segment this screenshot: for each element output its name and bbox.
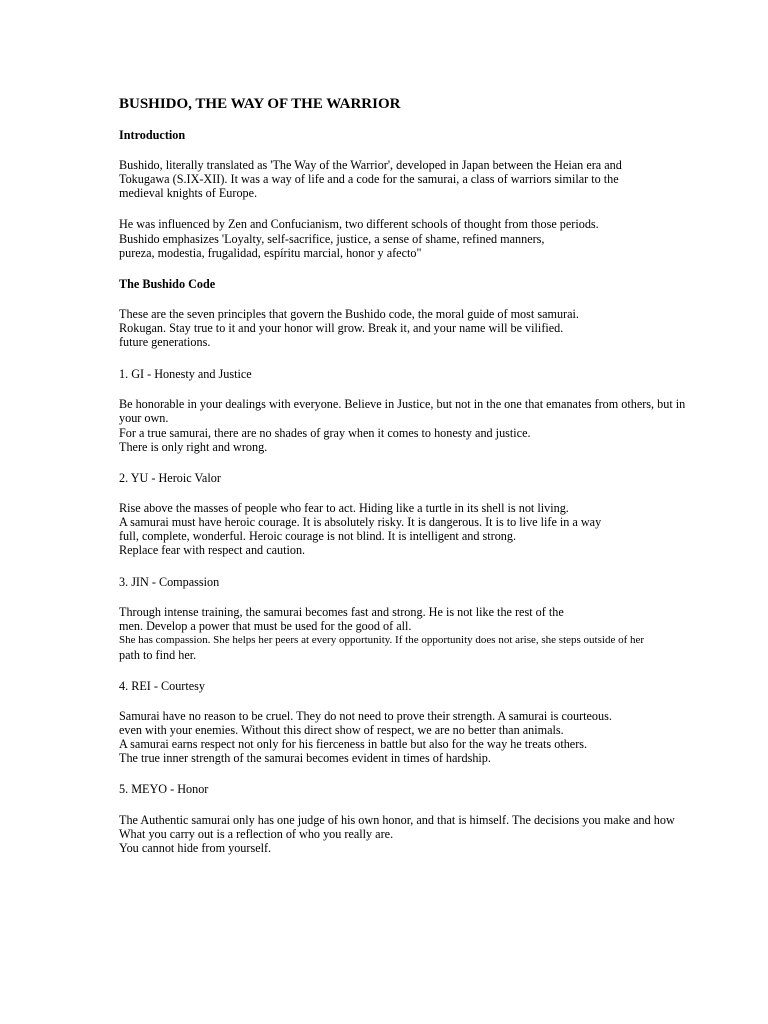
principle-1-line: For a true samurai, there are no shades of gray when it comes to honesty and justice. <box>119 426 531 440</box>
principle-5-line: What you carry out is a reflection of who you really are. <box>119 827 394 841</box>
principle-3-heading: 3. JIN - Compassion <box>119 575 220 589</box>
principle-5-line: You cannot hide from yourself. <box>119 841 272 855</box>
principle-3-line: path to find her. <box>119 648 197 662</box>
principle-4-heading: 4. REI - Courtesy <box>119 679 205 693</box>
principle-4-line: A samurai earns respect not only for his fierceness in battle but also for the way he treats others. <box>119 737 588 751</box>
intro-p2-line: Bushido emphasizes 'Loyalty, self-sacrifice, justice, a sense of shame, refined manners, <box>119 232 545 246</box>
principle-2-heading: 2. YU - Heroic Valor <box>119 471 221 485</box>
principle-2-line: A samurai must have heroic courage. It is absolutely risky. It is dangerous. It is to live life in a way <box>119 515 602 529</box>
code-p1-line: future generations. <box>119 335 211 349</box>
code-p1-line: These are the seven principles that govern the Bushido code, the moral guide of most samurai. <box>119 307 579 321</box>
principle-3-line: men. Develop a power that must be used for the good of all. <box>119 619 412 633</box>
principle-5-heading: 5. MEYO - Honor <box>119 782 209 796</box>
principle-4-line: The true inner strength of the samurai becomes evident in times of hardship. <box>119 751 491 765</box>
intro-p2-line: pureza, modestia, frugalidad, espíritu marcial, honor y afecto" <box>119 246 422 260</box>
principle-3-line: She has compassion. She helps her peers at every opportunity. If the opportunity does not arise, she steps outside of her <box>119 634 645 646</box>
principle-3-line: Through intense training, the samurai becomes fast and strong. He is not like the rest of the <box>119 605 564 619</box>
intro-p1-line: Tokugawa (S.IX-XII). It was a way of life and a code for the samurai, a class of warriors similar to the <box>119 172 619 186</box>
principle-2-line: Rise above the masses of people who fear to act. Hiding like a turtle in its shell is not living. <box>119 501 569 515</box>
principle-4-line: Samurai have no reason to be cruel. They do not need to prove their strength. A samurai is courteous. <box>119 709 612 723</box>
principle-4-line: even with your enemies. Without this direct show of respect, we are no better than animals. <box>119 723 564 737</box>
principle-2-line: full, complete, wonderful. Heroic courage is not blind. It is intelligent and strong. <box>119 529 517 543</box>
principle-1-line: There is only right and wrong. <box>119 440 268 454</box>
principle-1-heading: 1. GI - Honesty and Justice <box>119 367 252 381</box>
principle-1-line: your own. <box>119 411 169 425</box>
principle-1-line: Be honorable in your dealings with everyone. Believe in Justice, but not in the one that emanates from others, but in <box>119 397 686 411</box>
intro-p2-line: He was influenced by Zen and Confucianism, two different schools of thought from those periods. <box>119 217 599 231</box>
principle-5-line: The Authentic samurai only has one judge of his own honor, and that is himself. The decisions you make and how <box>119 813 675 827</box>
introduction-heading: Introduction <box>119 128 186 142</box>
document-title: BUSHIDO, THE WAY OF THE WARRIOR <box>119 96 401 112</box>
code-p1-line: Rokugan. Stay true to it and your honor will grow. Break it, and your name will be vilified. <box>119 321 564 335</box>
bushido-code-heading: The Bushido Code <box>119 277 216 291</box>
intro-p1-line: Bushido, literally translated as 'The Way of the Warrior', developed in Japan between the Heian era and <box>119 158 622 172</box>
principle-2-line: Replace fear with respect and caution. <box>119 543 306 557</box>
intro-p1-line: medieval knights of Europe. <box>119 186 258 200</box>
